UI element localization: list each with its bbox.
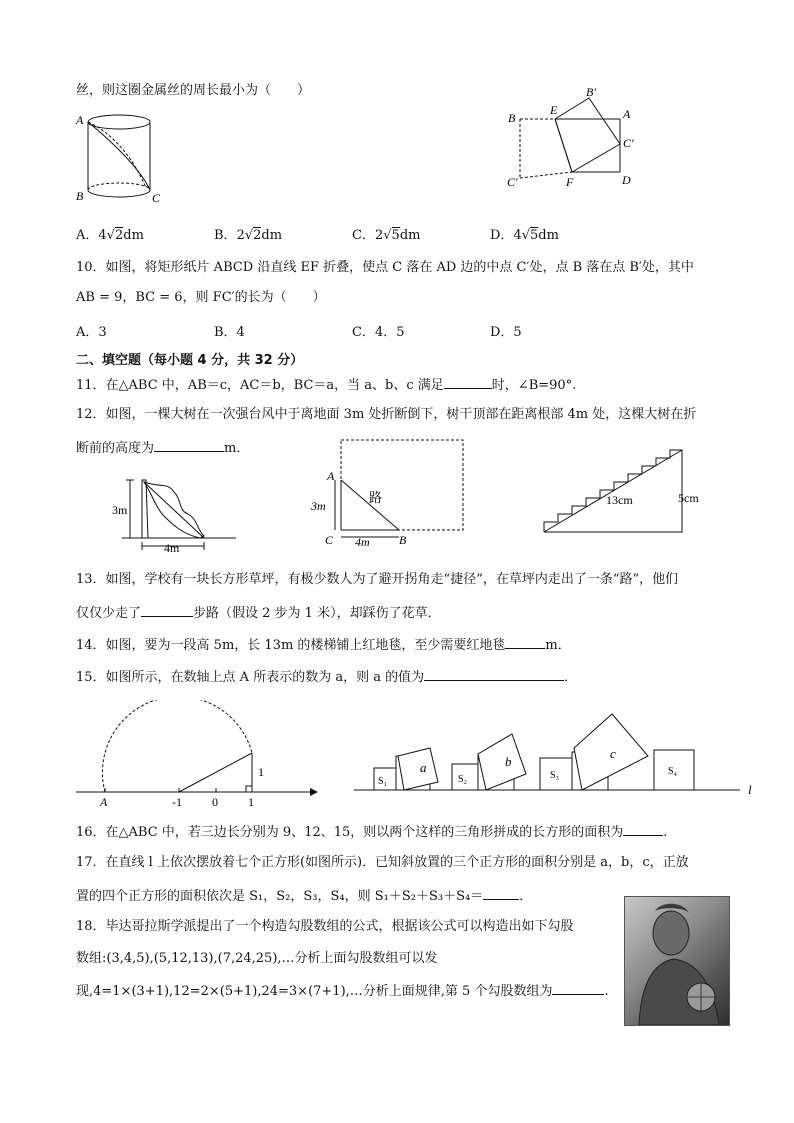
- rect-label-bprime: B′: [586, 85, 596, 99]
- q12-line1: 12．如图，一棵大树在一次强台风中于离地面 3m 处折断倒下，树干顶部在距离根部 4m 处，这棵大树在折: [76, 407, 697, 422]
- q11-blank: [444, 374, 492, 389]
- pythagoras-portrait: [624, 896, 730, 1026]
- q9-option-a: A．4√2dm: [76, 228, 144, 243]
- squares-label-s1: S₁: [378, 776, 388, 787]
- squares-label-l: l: [748, 782, 752, 797]
- rect-label-d: D: [622, 173, 631, 187]
- rect-label-cprime: C′: [623, 136, 634, 150]
- q18-line2: 数组:(3,4,5),(5,12,13),(7,24,25),…分析上面勾股数组可以发: [76, 951, 438, 966]
- lawn-label-c: C: [325, 533, 334, 547]
- squares-label-s2: S₂: [458, 774, 468, 785]
- q13-line1: 13．如图，学校有一块长方形草坪，有极少数人为了避开拐角走“捷径”，在草坪内走出了一条“路”，他们: [76, 572, 679, 587]
- q14-text: 14．如图，要为一段高 5m，长 13m 的楼梯铺上红地毯，至少需要红地毯 m．: [76, 634, 571, 655]
- tree-label-width: 4m: [164, 541, 180, 555]
- q10-line1: 10．如图，将矩形纸片 ABCD 沿直线 EF 折叠，使点 C 落在 AD 边的中点 C′处，点 B 落在点 B′处，其中: [76, 260, 694, 275]
- q18-line3: 现,4=1×(3+1),12=2×(5+1),24=3×(7+1),…分析上面规律,第 5 个勾股数组为 .: [76, 980, 609, 1001]
- q17-line2: 置的四个正方形的面积依次是 S₁，S₂，S₃，S₄，则 S₁＋S₂＋S₃＋S₄＝ ．: [76, 885, 532, 906]
- squares-label-b: b: [505, 754, 512, 769]
- q15-text: 15．如图所示，在数轴上点 A 所表示的数为 a，则 a 的值为 ．: [76, 666, 577, 687]
- squares-label-s3: S₃: [550, 770, 560, 781]
- numline-label-side: 1: [258, 765, 264, 779]
- stairs-label-height: 5cm: [678, 491, 699, 505]
- q9-option-b: B．2√2dm: [214, 228, 283, 243]
- q13-blank: [141, 602, 193, 617]
- q18-line1: 18．毕达哥拉斯学派提出了一个构造勾股数组的公式，根据该公式可以构造出如下勾股: [76, 919, 574, 934]
- q13-line2: 仅仅少走了 步路（假设 2 步为 1 米），却踩伤了花草．: [76, 602, 441, 623]
- cyl-label-c: C: [152, 191, 161, 205]
- q10-option-a: A．3: [76, 325, 107, 340]
- tree-label-height: 3m: [112, 503, 128, 517]
- numline-label-zero: 0: [212, 795, 218, 809]
- lawn-label-a: A: [327, 469, 335, 483]
- q12-line2: 断前的高度为 m．: [76, 437, 249, 458]
- q16-text: 16．在△ABC 中，若三边长分别为 9、12、15，则以两个这样的三角形拼成的长方形的面积为 .: [76, 821, 667, 842]
- section-title: 二、填空题（每小题 4 分，共 32 分）: [76, 353, 304, 368]
- q18-blank: [552, 980, 604, 995]
- rect-label-a: A: [623, 107, 631, 121]
- seven-squares-figure: [350, 708, 760, 800]
- q12-blank: [154, 437, 224, 452]
- lawn-label-road: 路: [369, 490, 383, 505]
- cyl-label-b: B: [76, 189, 84, 203]
- q17-blank: [483, 885, 519, 900]
- squares-label-a: a: [420, 760, 427, 775]
- q14-blank: [505, 634, 545, 649]
- staircase-figure: [540, 446, 710, 536]
- numline-label-a: A: [100, 795, 108, 809]
- rect-label-c: C′: [507, 175, 518, 189]
- cyl-label-a: A: [76, 113, 84, 127]
- lawn-label-b: B: [399, 533, 407, 547]
- rect-label-f: F: [566, 175, 574, 189]
- number-line-figure: [72, 700, 322, 812]
- q9-text: 丝，则这圈金属丝的周长最小为（ ）: [76, 83, 311, 98]
- q9-option-c: C．2√5dm: [352, 228, 421, 243]
- rect-label-b: B: [508, 111, 516, 125]
- squares-label-s4: S₄: [668, 766, 678, 777]
- squares-label-c: c: [610, 746, 616, 761]
- q10-option-c: C．4．5: [352, 325, 405, 340]
- folded-rectangle-figure: [500, 84, 650, 194]
- tree-figure: [112, 470, 242, 555]
- lawn-label-width: 4m: [355, 535, 370, 549]
- q17-line1: 17．在直线 l 上依次摆放着七个正方形(如图所示)．已知斜放置的三个正方形的面积分别是 a，b，c，正放: [76, 855, 689, 870]
- numline-label-minus-one: -1: [172, 795, 182, 809]
- stairs-label-hyp: 13cm: [606, 493, 633, 507]
- q10-option-d: D．5: [490, 325, 522, 340]
- q15-blank: [424, 666, 564, 681]
- lawn-label-height: 3m: [311, 499, 326, 513]
- q9-option-d: D．4√5dm: [490, 228, 559, 243]
- q11-text: 11．在△ABC 中，AB＝c，AC＝b，BC＝a，当 a、b、c 满足 时，∠B=90°.: [76, 374, 576, 395]
- lawn-figure: [305, 434, 470, 554]
- rect-label-e: E: [550, 103, 558, 117]
- q10-option-b: B．4: [214, 325, 245, 340]
- numline-label-one: 1: [248, 795, 254, 809]
- q10-line2: AB = 9，BC = 6，则 FC′的长为（ ）: [76, 290, 326, 305]
- q16-blank: [623, 821, 663, 836]
- cylinder-figure: [70, 110, 170, 210]
